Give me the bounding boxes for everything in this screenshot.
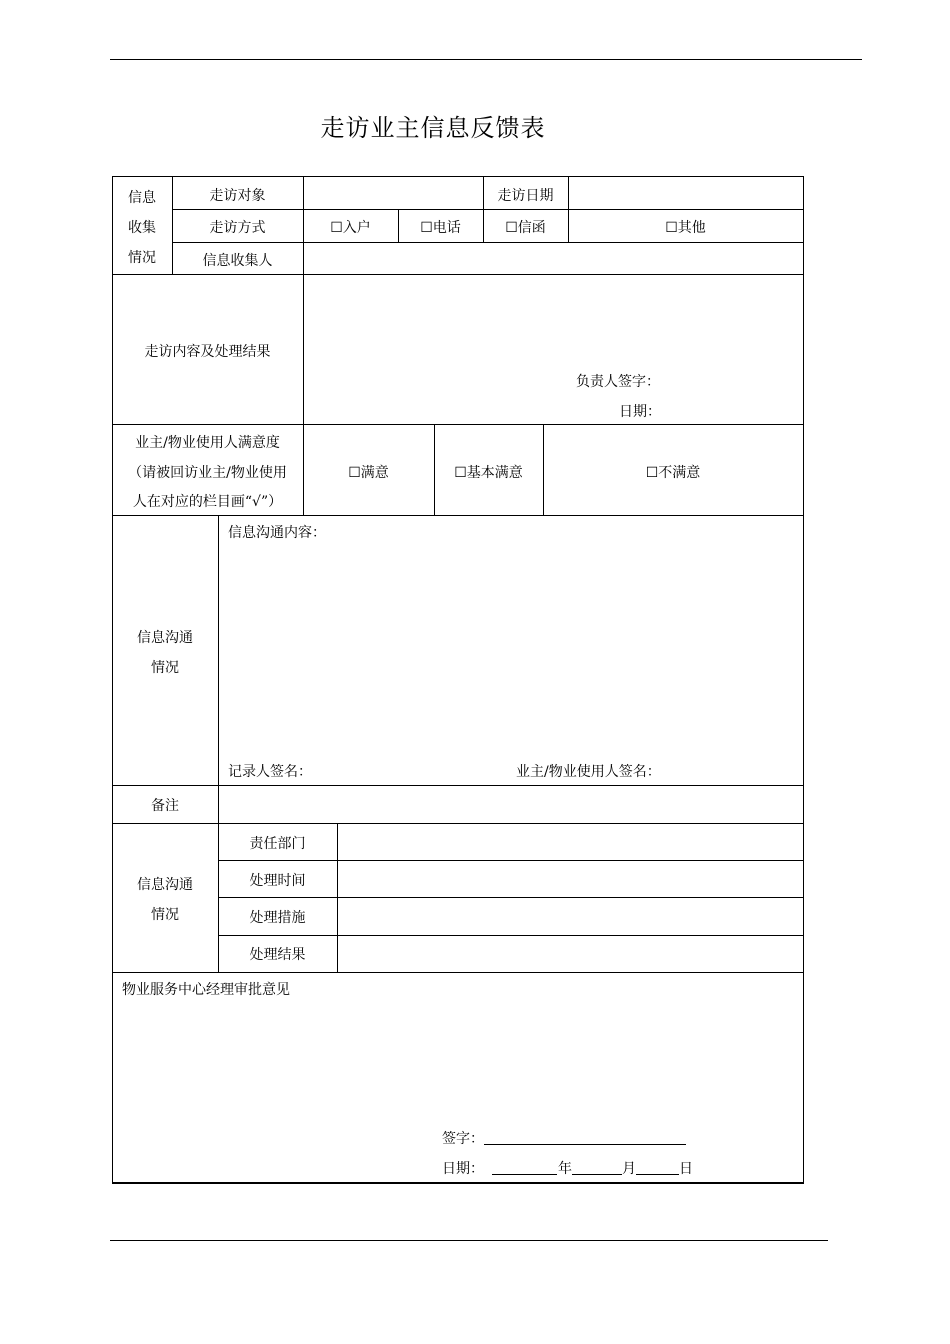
info-collection-label-1: 信息 [128,190,156,206]
table-border-bottom [112,1182,804,1184]
satisfaction-label-2: （请被回访业主/物业使用 [128,465,287,481]
handling-row-label-measures: 处理措施 [249,910,306,926]
method-option-home-visit[interactable]: ☐入户 [330,220,371,236]
satisfaction-option-satisfied[interactable]: ☐满意 [348,465,389,481]
month-label: 月 [622,1161,636,1177]
divider [218,897,804,898]
owner-signature-label: 业主/物业使用人签名： [516,764,661,780]
communication-label-2: 情况 [151,660,179,676]
remarks-label: 备注 [151,798,179,814]
manager-approval-area[interactable] [113,1002,802,1122]
divider [172,242,804,243]
divider [112,823,804,824]
divider [218,860,804,861]
manager-signature-label: 签字： [442,1131,484,1147]
day-label: 日 [679,1161,693,1177]
satisfaction-label-1: 业主/物业使用人满意度 [135,435,280,451]
handling-label-2: 情况 [151,907,179,923]
divider [112,515,804,516]
year-label: 年 [558,1161,572,1177]
manager-approval-label: 物业服务中心经理审批意见 [122,982,290,998]
divider [172,209,804,210]
satisfaction-option-unsatisfied[interactable]: ☐不满意 [645,465,701,481]
remarks-field[interactable] [219,797,802,815]
table-border-right [803,176,804,1183]
handling-row-label-department: 责任部门 [249,836,306,852]
visit-result-date-label: 日期： [619,404,661,420]
year-blank-line[interactable] [492,1174,557,1175]
info-collection-label-2: 收集 [128,220,156,236]
info-collection-label-3: 情况 [128,250,156,266]
visit-result-content-area[interactable] [304,276,802,372]
handling-row-label-time: 处理时间 [249,873,306,889]
handling-row-field-time[interactable] [338,872,802,890]
handling-row-field-result[interactable] [338,946,802,964]
table-border-top [112,176,804,177]
communication-label-1: 信息沟通 [137,630,193,646]
visit-target-label: 走访对象 [209,188,266,204]
satisfaction-label-3: 人在对应的栏目画“√”） [132,494,283,510]
visit-target-field[interactable] [304,187,482,205]
divider [112,972,804,973]
visit-date-field[interactable] [569,187,802,205]
page-title: 走访业主信息反馈表 [320,114,546,142]
manager-date-label: 日期： [442,1161,484,1177]
method-option-phone[interactable]: ☐电话 [420,220,461,236]
method-option-letter[interactable]: ☐信函 [505,220,546,236]
visit-result-label: 走访内容及处理结果 [144,344,271,360]
divider [112,274,804,275]
divider [218,935,804,936]
day-blank-line[interactable] [636,1174,679,1175]
month-blank-line[interactable] [572,1174,622,1175]
satisfaction-option-basically-satisfied[interactable]: ☐基本满意 [454,465,523,481]
collector-field[interactable] [304,252,802,270]
handling-row-field-department[interactable] [338,835,802,853]
visit-date-label: 走访日期 [497,188,554,204]
method-option-other[interactable]: ☐其他 [665,220,706,236]
collector-label: 信息收集人 [202,253,273,269]
communication-content-area[interactable] [219,546,802,756]
recorder-signature-label: 记录人签名： [228,764,312,780]
manager-signature-line[interactable] [484,1144,686,1145]
handling-row-field-measures[interactable] [338,909,802,927]
divider [112,424,804,425]
handling-row-label-result: 处理结果 [249,947,306,963]
visit-method-label: 走访方式 [209,220,266,236]
divider [112,785,804,786]
communication-content-label: 信息沟通内容： [228,525,326,541]
handling-label-1: 信息沟通 [137,877,193,893]
responsible-signature-label: 负责人签字： [576,374,660,390]
